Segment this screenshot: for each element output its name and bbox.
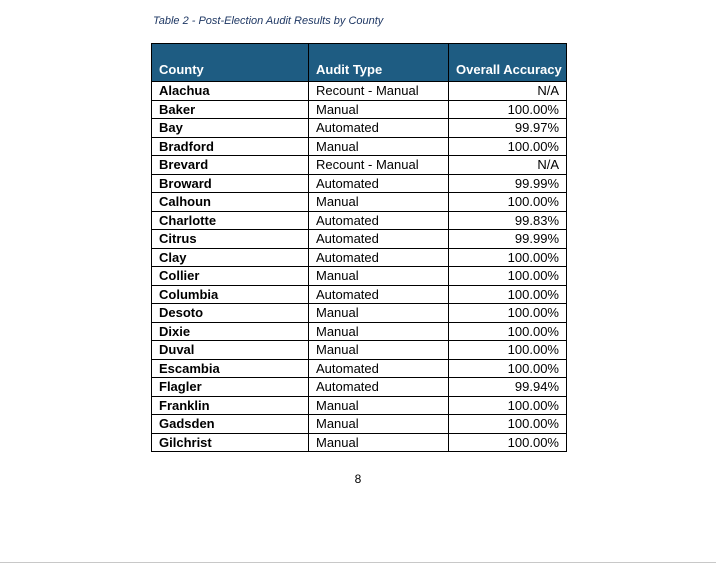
county-cell: Gilchrist xyxy=(152,433,309,452)
county-cell: Desoto xyxy=(152,304,309,323)
table-body xyxy=(152,82,567,452)
county-cell: Baker xyxy=(152,100,309,119)
table-row xyxy=(152,100,567,119)
audit-type-cell: Automated xyxy=(309,248,449,267)
table-row xyxy=(152,193,567,212)
table-row xyxy=(152,174,567,193)
accuracy-cell: 99.94% xyxy=(449,378,567,397)
audit-type-cell: Recount - Manual xyxy=(309,156,449,175)
county-cell: Escambia xyxy=(152,359,309,378)
audit-type-cell: Manual xyxy=(309,396,449,415)
header-county: County xyxy=(152,44,309,82)
accuracy-cell: 99.83% xyxy=(449,211,567,230)
accuracy-cell: 100.00% xyxy=(449,248,567,267)
accuracy-cell: 99.99% xyxy=(449,230,567,249)
accuracy-cell: 100.00% xyxy=(449,193,567,212)
audit-type-cell: Manual xyxy=(309,100,449,119)
table-row xyxy=(152,211,567,230)
audit-type-cell: Manual xyxy=(309,322,449,341)
accuracy-cell: 100.00% xyxy=(449,341,567,360)
header-audit-type: Audit Type xyxy=(309,44,449,82)
accuracy-cell: 100.00% xyxy=(449,322,567,341)
audit-type-cell: Manual xyxy=(309,341,449,360)
county-cell: Bay xyxy=(152,119,309,138)
audit-type-cell: Manual xyxy=(309,267,449,286)
accuracy-cell: 100.00% xyxy=(449,415,567,434)
county-cell: Clay xyxy=(152,248,309,267)
table-row xyxy=(152,322,567,341)
audit-results-table xyxy=(151,43,567,452)
accuracy-cell: 100.00% xyxy=(449,359,567,378)
table-row xyxy=(152,304,567,323)
audit-type-cell: Automated xyxy=(309,119,449,138)
county-cell: Duval xyxy=(152,341,309,360)
county-cell: Alachua xyxy=(152,82,309,101)
county-cell: Columbia xyxy=(152,285,309,304)
audit-type-cell: Automated xyxy=(309,285,449,304)
table-row xyxy=(152,230,567,249)
audit-type-cell: Manual xyxy=(309,433,449,452)
county-cell: Charlotte xyxy=(152,211,309,230)
accuracy-cell: 100.00% xyxy=(449,396,567,415)
accuracy-cell: 100.00% xyxy=(449,304,567,323)
audit-type-cell: Manual xyxy=(309,137,449,156)
table-row xyxy=(152,433,567,452)
audit-type-cell: Automated xyxy=(309,359,449,378)
accuracy-cell: 100.00% xyxy=(449,433,567,452)
county-cell: Broward xyxy=(152,174,309,193)
accuracy-cell: N/A xyxy=(449,82,567,101)
table-caption: Table 2 - Post-Election Audit Results by County xyxy=(153,15,384,27)
accuracy-cell: 100.00% xyxy=(449,137,567,156)
county-cell: Gadsden xyxy=(152,415,309,434)
audit-type-cell: Manual xyxy=(309,415,449,434)
audit-type-cell: Manual xyxy=(309,193,449,212)
table-row xyxy=(152,137,567,156)
page-bottom-divider xyxy=(0,562,716,563)
accuracy-cell: 99.99% xyxy=(449,174,567,193)
county-cell: Dixie xyxy=(152,322,309,341)
accuracy-cell: 100.00% xyxy=(449,100,567,119)
table-row xyxy=(152,359,567,378)
table-row xyxy=(152,267,567,286)
header-overall-accuracy: Overall Accuracy xyxy=(449,44,567,82)
table-header-row xyxy=(152,44,567,82)
table-row xyxy=(152,378,567,397)
audit-type-cell: Automated xyxy=(309,378,449,397)
table-row xyxy=(152,119,567,138)
table-row xyxy=(152,396,567,415)
accuracy-cell: 100.00% xyxy=(449,267,567,286)
audit-type-cell: Recount - Manual xyxy=(309,82,449,101)
table-row xyxy=(152,82,567,101)
county-cell: Collier xyxy=(152,267,309,286)
county-cell: Franklin xyxy=(152,396,309,415)
county-cell: Bradford xyxy=(152,137,309,156)
county-cell: Calhoun xyxy=(152,193,309,212)
accuracy-cell: 100.00% xyxy=(449,285,567,304)
county-cell: Flagler xyxy=(152,378,309,397)
table-row xyxy=(152,248,567,267)
county-cell: Citrus xyxy=(152,230,309,249)
audit-type-cell: Manual xyxy=(309,304,449,323)
audit-type-cell: Automated xyxy=(309,211,449,230)
table-row xyxy=(152,285,567,304)
table-row xyxy=(152,156,567,175)
accuracy-cell: 99.97% xyxy=(449,119,567,138)
table-row xyxy=(152,415,567,434)
county-cell: Brevard xyxy=(152,156,309,175)
table-row xyxy=(152,341,567,360)
page-number: 8 xyxy=(354,472,362,486)
audit-type-cell: Automated xyxy=(309,174,449,193)
audit-type-cell: Automated xyxy=(309,230,449,249)
accuracy-cell: N/A xyxy=(449,156,567,175)
